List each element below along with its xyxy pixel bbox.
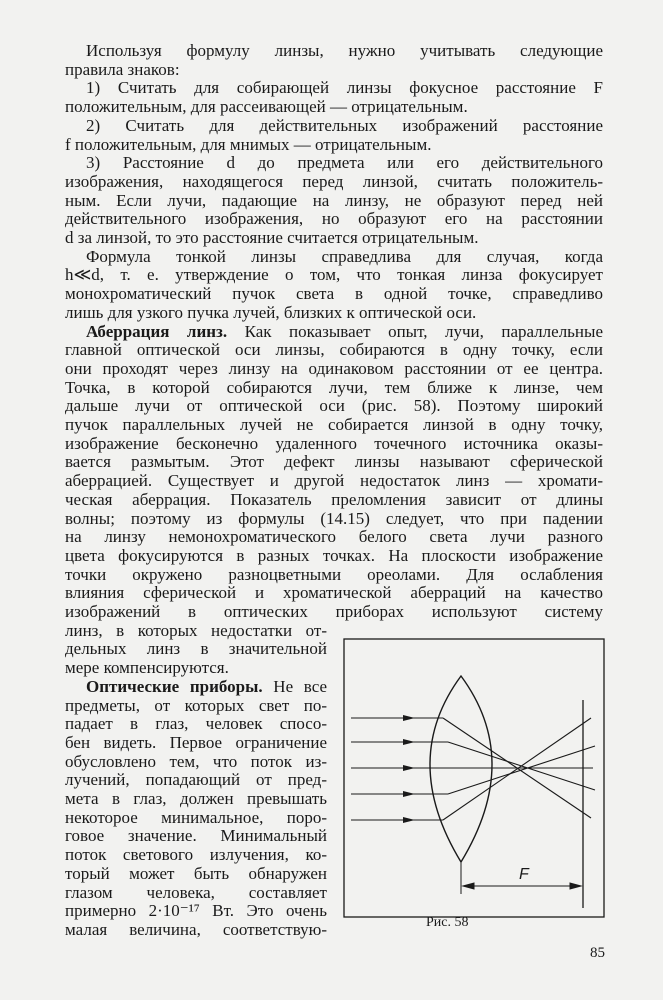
lens-shape bbox=[430, 676, 492, 862]
text-line: d за линзой, то это расстояние считается отрицательным. bbox=[65, 228, 479, 247]
text-line: они проходят через линзу на одинаковом расстоянии от ее центра. bbox=[65, 358, 603, 378]
text-line: ческая аберрация. Показатель преломления зависит от длины bbox=[65, 489, 603, 509]
section-heading: Аберрация линз. bbox=[86, 321, 228, 341]
text-line: h≪d, т. е. утверждение о том, что тонкая линза фокусирует bbox=[65, 265, 603, 285]
text-line: Аберрация линз. Как показывает опыт, лучи, параллельные bbox=[86, 321, 603, 341]
text-line: падает в глаз, человек спосо- bbox=[65, 714, 327, 734]
figure-caption: Рис. 58 bbox=[426, 915, 469, 930]
text-line: торый может быть обнаружен bbox=[65, 863, 327, 883]
text-line: изображения, находящегося перед линзой, считать положитель- bbox=[65, 171, 603, 191]
text-line: на линзу немонохроматического белого света лучи разного bbox=[65, 527, 603, 547]
text-line: 1) Считать для собирающей линзы фокусное расстояние F bbox=[86, 78, 603, 98]
text-line: цвета фокусируются в разных точках. На плоскости изображение bbox=[65, 545, 603, 565]
text-line: мере компенсируются. bbox=[65, 658, 229, 678]
focal-length-label: F bbox=[519, 866, 529, 883]
text-line: мета в глаз, должен превышать bbox=[65, 789, 327, 808]
section-heading: Оптические приборы. bbox=[86, 676, 263, 696]
text-line: дальше лучи от оптической оси (рис. 58). Поэтому широкий bbox=[65, 396, 603, 416]
text-line: линз, в которых недостатки от- bbox=[65, 620, 327, 640]
text-line: ным. Если лучи, падающие на линзу, не образуют перед ней bbox=[65, 190, 603, 210]
text-line: главной оптической оси линзы, собираются в одну точку, если bbox=[65, 340, 603, 360]
text-line: некоторое минимальное, поро- bbox=[65, 807, 327, 827]
text-line: аберрацией. Существует и другой недостаток линз — хромати- bbox=[65, 471, 603, 491]
text-line: бен видеть. Первое ограничение bbox=[65, 732, 327, 752]
text-line: малая величина, соответствую- bbox=[65, 919, 327, 939]
text-line: Оптические приборы. Не все bbox=[86, 676, 327, 696]
figure-58-lens-diagram bbox=[343, 638, 605, 918]
text-line: лишь для узкого пучка лучей, близких к оптической оси. bbox=[65, 302, 477, 322]
text-line: правила знаков: bbox=[65, 59, 180, 79]
refracted-rays bbox=[443, 718, 595, 820]
text-line: говое значение. Минимальный bbox=[65, 826, 327, 846]
text-line: обусловлено тем, что поток из- bbox=[65, 751, 327, 771]
text-line: 2) Считать для действительных изображений расстояние bbox=[86, 115, 603, 135]
text-line: дельных линз в значительной bbox=[65, 639, 327, 659]
page-number: 85 bbox=[590, 945, 605, 961]
text-line: поток светового излучения, ко- bbox=[65, 845, 327, 865]
text-line: предметы, от которых свет по- bbox=[65, 695, 327, 715]
text-line: изображений в оптических приборах используют систему bbox=[65, 602, 603, 621]
figure-frame bbox=[344, 639, 604, 917]
text-line: действительного изображения, но образуют его на расстоянии bbox=[65, 209, 603, 229]
text-line: точки окружено разноцветными ореолами. Для ослабления bbox=[65, 564, 603, 584]
text-line: глазом человека, составляет bbox=[65, 882, 327, 902]
text-line: влияния сферической и хроматической аберраций на качество bbox=[65, 583, 603, 603]
text-line: f положительным, для мнимых — отрицательным. bbox=[65, 134, 432, 154]
text-line: Точка, в которой собираются лучи, тем ближе к линзе, чем bbox=[65, 377, 603, 397]
text-line: волны; поэтому из формулы (14.15) следует, что при падении bbox=[65, 508, 603, 528]
text-line: пучок параллельных лучей не собирается линзой в одну точку, bbox=[65, 415, 603, 434]
text-line: положительным, для рассеивающей — отрицательным. bbox=[65, 97, 468, 117]
text-line: Формула тонкой линзы справедлива для случая, когда bbox=[86, 246, 603, 266]
text-line: изображение бесконечно удаленного точечного источника оказы- bbox=[65, 433, 603, 453]
text-line: вается размытым. Этот дефект линзы называют сферической bbox=[65, 452, 603, 472]
ray-arrows bbox=[403, 715, 415, 823]
text-line: 3) Расстояние d до предмета или его действительного bbox=[86, 153, 603, 173]
text-line: примерно 2·10⁻¹⁷ Вт. Это очень bbox=[65, 901, 327, 921]
incoming-rays bbox=[351, 718, 453, 820]
text-line: лучений, попадающий от пред- bbox=[65, 770, 327, 790]
text-line: монохроматический пучок света в одной точке, справедливо bbox=[65, 284, 603, 304]
text-line: Используя формулу линзы, нужно учитывать следующие bbox=[86, 41, 603, 60]
